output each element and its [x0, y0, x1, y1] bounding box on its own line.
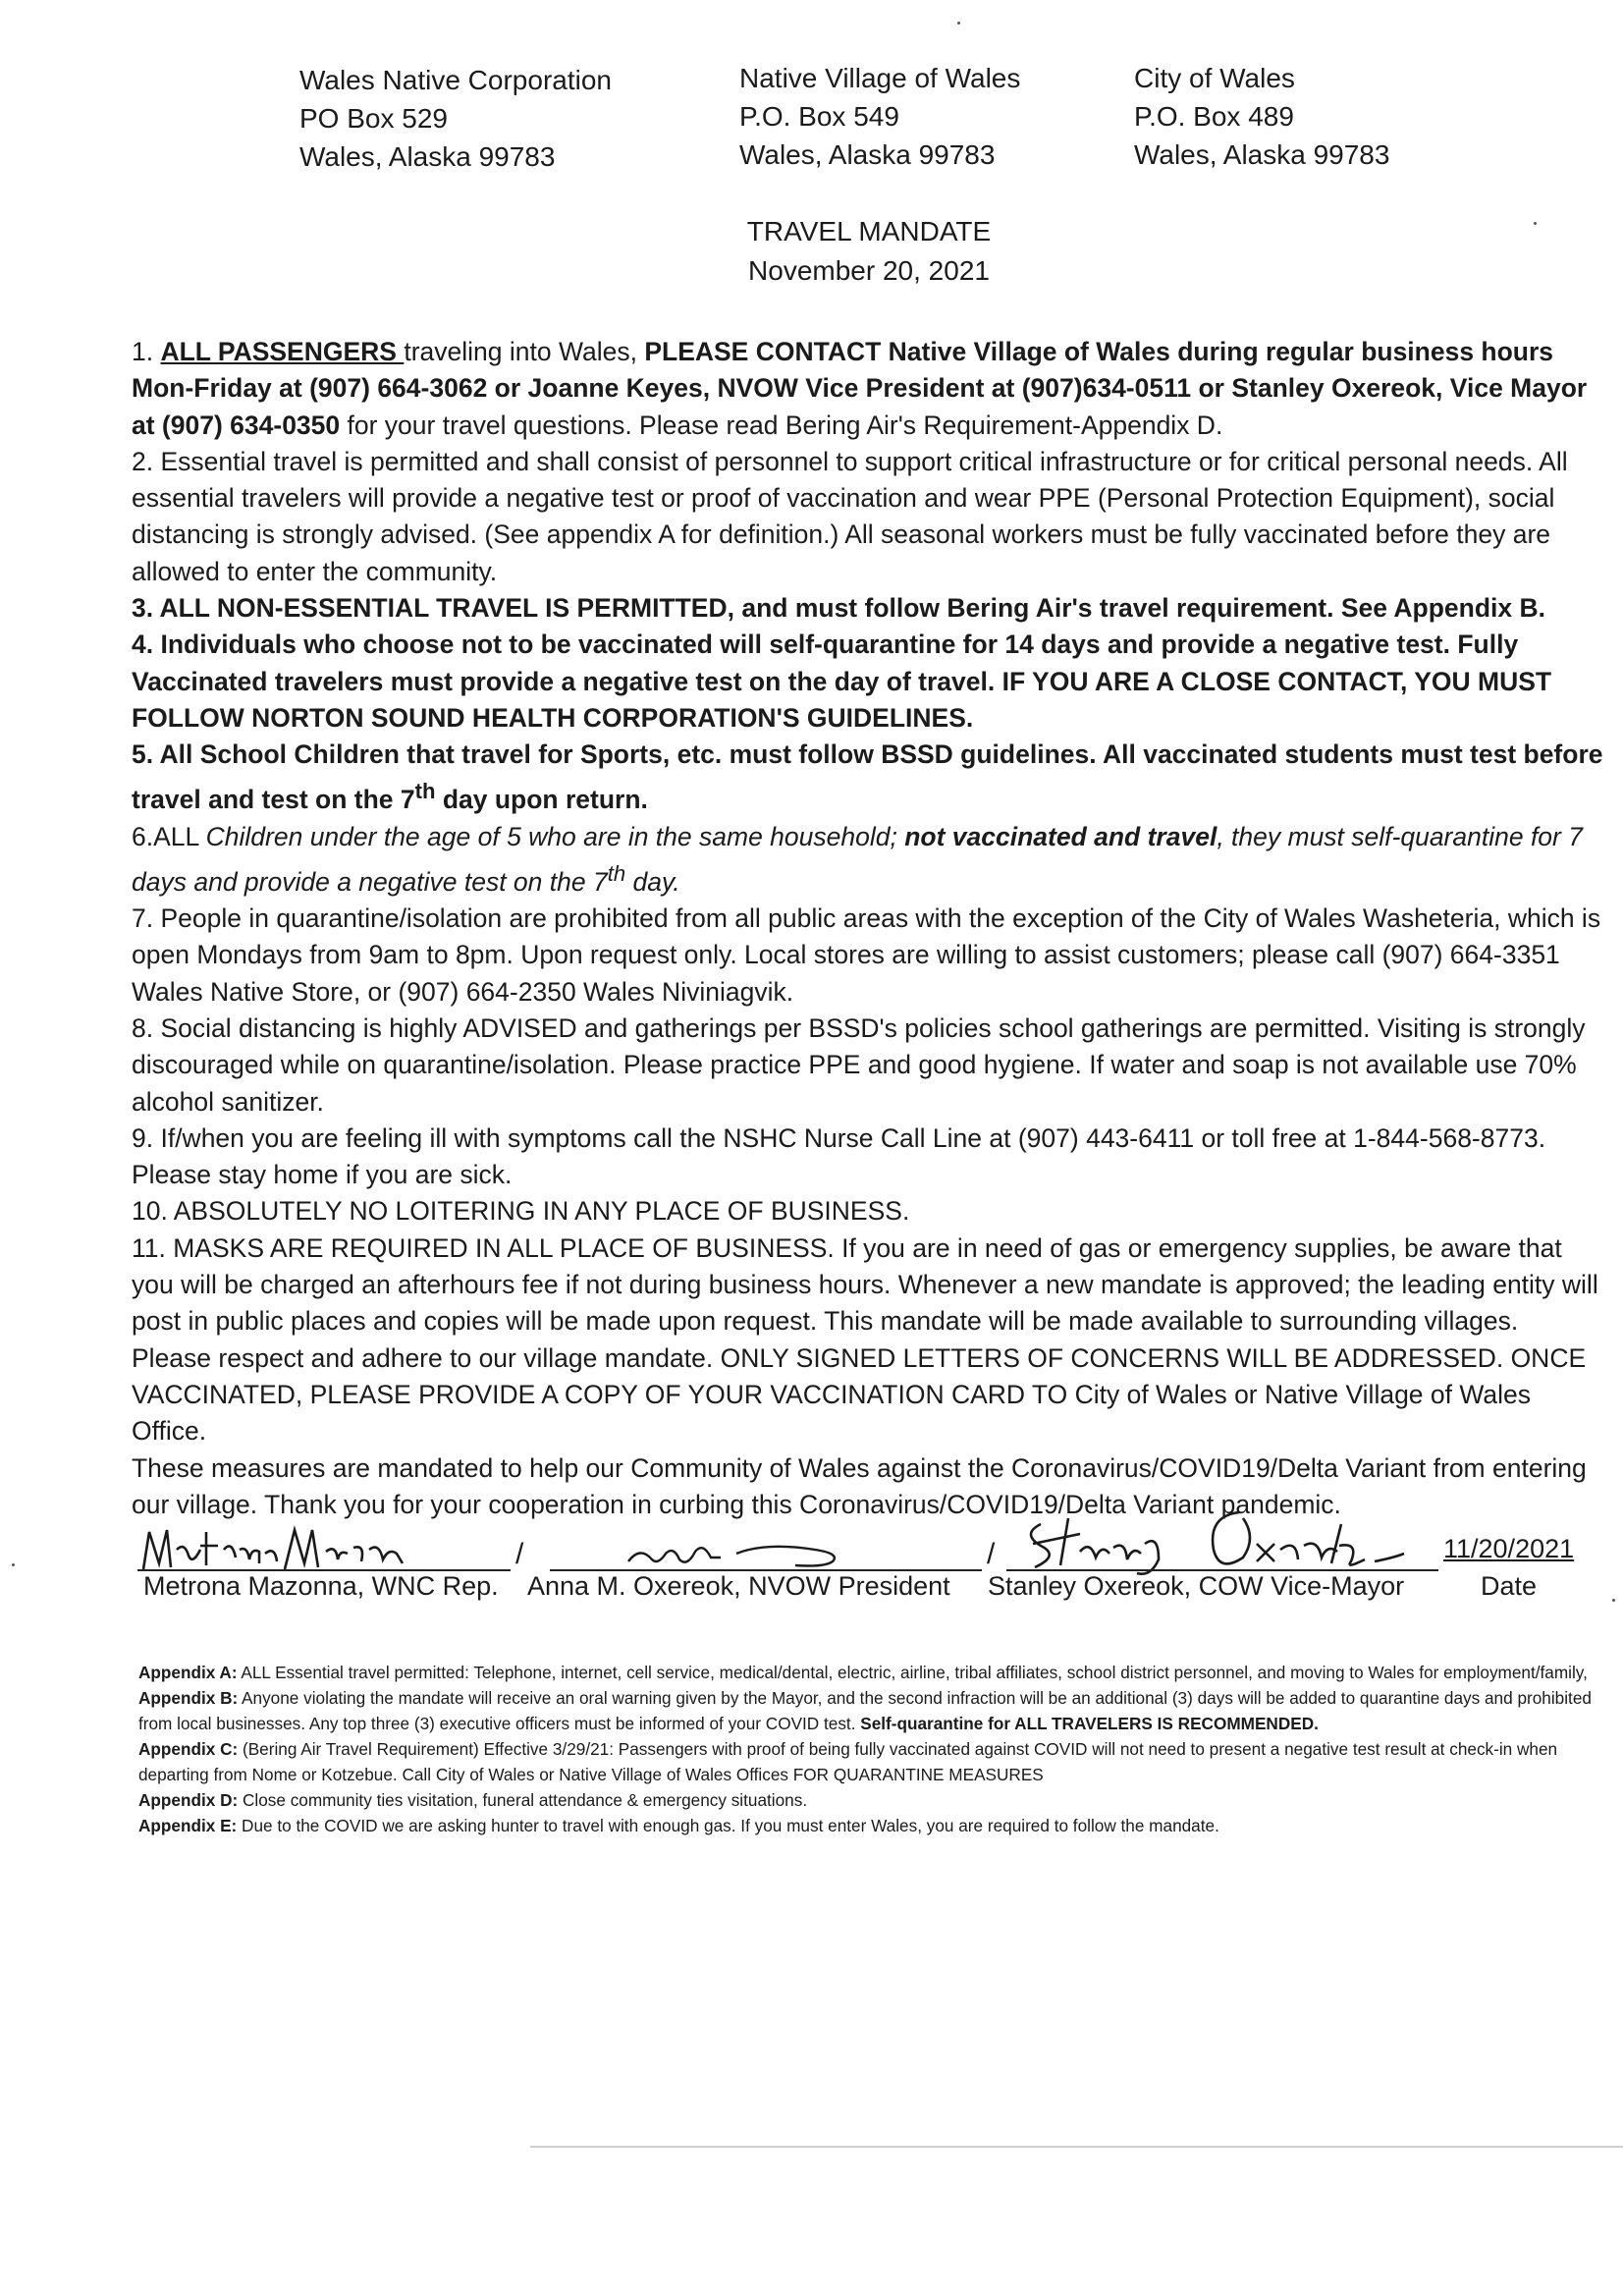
item-1-emphasis: ALL PASSENGERS — [160, 337, 405, 366]
signer-wnc: Metrona Mazonna, WNC Rep. — [143, 1571, 499, 1601]
appendix-a — [138, 1660, 1621, 1685]
appendix-text: Close community ties visitation, funeral attendance & emergency situations. — [238, 1790, 808, 1810]
item-4-text: 4. Individuals who choose not to be vaccinated will self-quarantine for 14 days and provide a negative test. Fully Vaccinated travelers must provide a negative test on the day of travel. IF YOU ARE A CLOSE CONTACT, YOU MUST FOLLOW NORTON SOUND HEALTH CORPORATION'S GUIDELINES. — [132, 629, 1552, 733]
signer-cow: Stanley Oxereok, COW Vice-Mayor — [988, 1571, 1405, 1601]
org-city: Wales, Alaska 99783 — [739, 139, 996, 170]
appendix-emphasis: Self-quarantine for ALL TRAVELERS IS RECOMMENDED. — [860, 1714, 1319, 1733]
signature-date-value: 11/20/2021 — [1443, 1534, 1575, 1563]
item-5-tail: day upon return. — [435, 785, 648, 815]
separator-slash: / — [515, 1538, 524, 1570]
item-5-text: 5. All School Children that travel for Sports, etc. must follow BSSD guidelines. All vaccinated students must test before travel and test on the 7 — [132, 739, 1603, 815]
signer-nvow: Anna M. Oxereok, NVOW President — [527, 1571, 950, 1601]
appendix-b — [138, 1685, 1621, 1736]
appendix-label: Appendix E: — [138, 1816, 238, 1835]
mandate-item-7: 7. People in quarantine/isolation are prohibited from all public areas with the exception of the City of Wales Washeteria, which is open Mondays from 9am to 8pm. Upon request only. Local stores are willing to assist customers; please call (907) 664-3351 Wales Native Store, or (907) 664-2350 Wales Niviniagvik. — [132, 903, 1601, 1007]
mandate-item-10: 10. ABSOLUTELY NO LOITERING IN ANY PLACE OF BUSINESS. — [132, 1196, 910, 1227]
item-6-lead: 6.ALL — [132, 821, 206, 851]
org-name: Native Village of Wales — [739, 63, 1021, 93]
scan-speck — [1534, 222, 1537, 225]
scan-edge-line — [530, 2146, 1623, 2148]
org-name: Wales Native Corporation — [299, 65, 612, 95]
appendix-d — [138, 1787, 1621, 1813]
org-po-box: PO Box 529 — [299, 103, 448, 134]
address-wales-native-corporation — [299, 61, 612, 176]
mandate-item-1 — [132, 334, 1604, 444]
appendix-label: Appendix D: — [138, 1790, 239, 1810]
mandate-item-4 — [132, 627, 1604, 737]
ordinal-suffix: th — [607, 860, 626, 886]
appendix-text: ALL Essential travel permitted: Telephone, internet, cell service, medical/dental, electric, airline, tribal affiliates, school district personnel, and moving to Wales for employment/family, — [237, 1663, 1588, 1682]
org-po-box: P.O. Box 489 — [1134, 101, 1294, 132]
mandate-item-8: 8. Social distancing is highly ADVISED and gatherings per BSSD's policies school gatherings are permitted. Visiting is strongly discouraged while on quarantine/isolation. Please practice PPE and good hygiene. If water and soap is not available use 70% alcohol sanitizer. — [132, 1013, 1586, 1117]
mandate-item-9: 9. If/when you are feeling ill with symptoms call the NSHC Nurse Call Line at (907) 443-6411 or toll free at 1-844-568-8773. Please stay home if you are sick. — [132, 1122, 1546, 1190]
appendix-label: Appendix B: — [138, 1688, 239, 1708]
signature-stanley-oxereok — [1011, 1504, 1424, 1579]
item-6-tail: day. — [625, 866, 680, 897]
org-name: City of Wales — [1134, 63, 1295, 93]
scan-speck — [1612, 1599, 1615, 1602]
item-6-text-2: , they must self-quarantine for 7 days and provide a negative test on the 7 — [132, 821, 1583, 897]
org-city: Wales, Alaska 99783 — [1134, 139, 1390, 170]
appendices — [138, 1660, 1621, 1838]
item-1-text: traveling into Wales, — [404, 337, 645, 366]
mandate-item-5 — [132, 737, 1604, 818]
scan-speck — [12, 1563, 15, 1566]
appendix-text: (Bering Air Travel Requirement) Effective 3/29/21: Passengers with proof of being fully vaccinated against COVID will not need to present a negative test result at check-in when departing from Nome or Kotzebue. Call City of Wales or Native Village of Wales Offices FOR QUARANTINE MEASURES — [138, 1739, 1558, 1784]
appendix-text: Due to the COVID we are asking hunter to travel with enough gas. If you must enter Wales, you are required to follow the mandate. — [237, 1816, 1219, 1835]
address-city-of-wales — [1134, 59, 1389, 174]
appendix-text: Anyone violating the mandate will receive an oral warning given by the Mayor, and the second infraction will be an additional (3) days will be added to quarantine days and prohibited from local businesses. Any top three (3) executive officers must be informed of your COVID test. — [138, 1688, 1592, 1733]
item-number: 1. — [132, 337, 161, 366]
title-date: November 20, 2021 — [748, 255, 990, 286]
address-native-village-of-wales — [739, 59, 1020, 174]
document-title — [746, 212, 992, 291]
date-label: Date — [1481, 1571, 1538, 1601]
org-po-box: P.O. Box 549 — [739, 101, 899, 132]
title-heading: TRAVEL MANDATE — [746, 216, 992, 246]
item-6-emphasis: not vaccinated and travel — [904, 821, 1217, 851]
mandate-item-3 — [132, 590, 1604, 627]
scan-speck — [957, 22, 960, 25]
appendix-e — [138, 1813, 1621, 1838]
mandate-item-2: 2. Essential travel is permitted and shall consist of personnel to support critical infrastructure or for critical personal needs. All essential travelers will provide a negative test or proof of vaccination and wear PPE (Personal Protection Equipment), social distancing is strongly advised. (See appendix A for definition.) All seasonal workers must be fully vaccinated before they are allowed to enter the community. — [132, 446, 1568, 586]
mandate-item-11: 11. MASKS ARE REQUIRED IN ALL PLACE OF BUSINESS. If you are in need of gas or emergency supplies, be aware that you will be charged an afterhours fee if not during business hours. Whenever a new mandate is approved; the leading entity will post in public places and copies will be made upon request. This mandate will be made available to surrounding villages. Please respect and adhere to our village mandate. ONLY SIGNED LETTERS OF CONCERNS WILL BE ADDRESSED. ONCE VACCINATED, PLEASE PROVIDE A COPY OF YOUR VACCINATION CARD TO City of Wales or Native Village of Wales Office. — [132, 1232, 1598, 1447]
appendix-label: Appendix A: — [138, 1663, 238, 1682]
item-3-text: 3. ALL NON-ESSENTIAL TRAVEL IS PERMITTED, and must follow Bering Air's travel requirement. See Appendix B. — [132, 593, 1545, 624]
item-1-tail: for your travel questions. Please read Bering Air's Requirement-Appendix D. — [340, 410, 1223, 440]
ordinal-suffix: th — [414, 779, 436, 804]
item-1-contact: PLEASE CONTACT Native Village of Wales during regular business hours Mon-Friday at (907) 664-3062 or Joanne Keyes, NVOW Vice President at (907)634-0511 or Stanley Oxereok, Vice Mayor at (907) 634-0350 — [132, 337, 1588, 440]
mandate-body — [132, 334, 1604, 1523]
closing-statement: These measures are mandated to help our Community of Wales against the Coronavirus/COVID19/Delta Variant from entering our village. Thank you for your cooperation in curbing this Coronavirus/COVID19/Delta Variant pandemic. — [132, 1452, 1587, 1519]
separator-slash: / — [987, 1538, 996, 1570]
item-6-text: Children under the age of 5 who are in the same household; — [205, 821, 905, 851]
org-city: Wales, Alaska 99783 — [299, 141, 556, 172]
appendix-c — [138, 1736, 1621, 1787]
appendix-label: Appendix C: — [138, 1739, 239, 1759]
mandate-item-6 — [132, 819, 1604, 901]
